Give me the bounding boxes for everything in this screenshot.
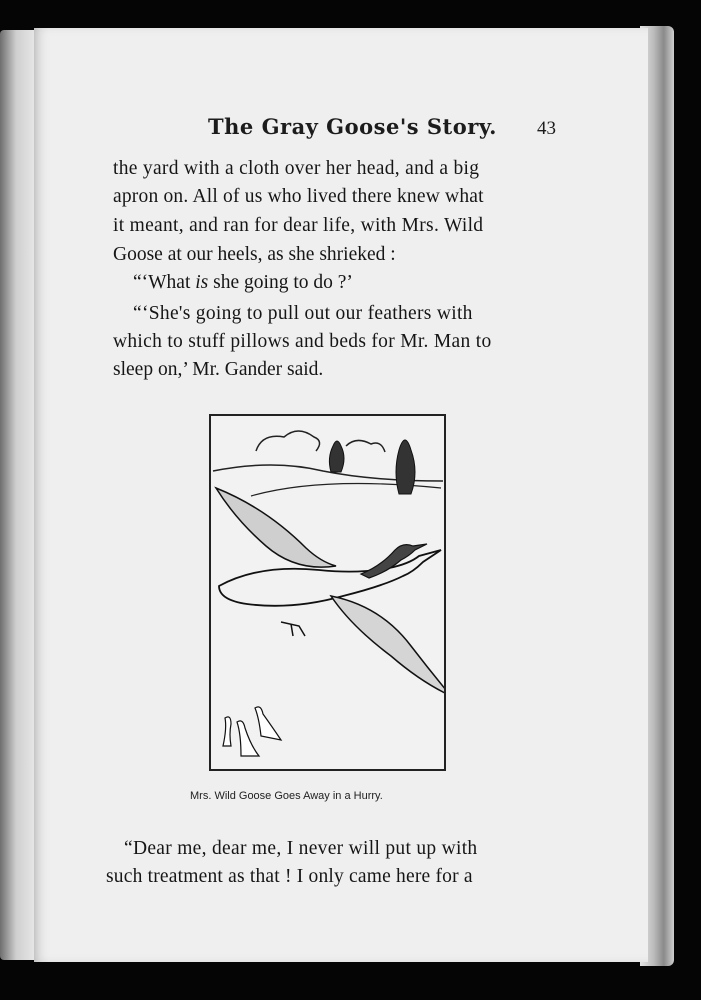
running-head: The Gray Goose's Story. [208,114,497,139]
text-line: Goose at our heels, as she shrieked : [113,244,396,265]
paragraph-1 [113,158,563,278]
illustration-frame [209,414,446,771]
text-line: such treatment as that ! I only came here for a [106,866,473,887]
text-line: which to stuff pillows and beds for Mr. Man to [113,331,492,352]
text-line: sleep on,’ Mr. Gander said. [113,359,324,380]
text-segment: “‘What [133,272,196,293]
text-line: apron on. All of us who lived there knew what [113,186,484,207]
italic-word: is [195,272,209,293]
paragraph-4 [106,838,556,908]
left-page-edge [0,30,36,960]
text-line: “Dear me, dear me, I never will put up with [124,838,478,859]
text-line [133,272,353,294]
flying-goose-illustration [211,416,444,769]
text-segment: she going to do ?’ [208,272,353,293]
paragraph-3 [113,303,563,393]
paragraph-2 [133,272,433,300]
text-line: “‘She's going to pull out our feathers with [133,303,473,324]
page-number: 43 [537,118,556,139]
text-line: the yard with a cloth over her head, and a big [113,158,480,179]
illustration-caption: Mrs. Wild Goose Goes Away in a Hurry. [190,790,383,802]
text-line: it meant, and ran for dear life, with Mrs. Wild [113,215,484,236]
